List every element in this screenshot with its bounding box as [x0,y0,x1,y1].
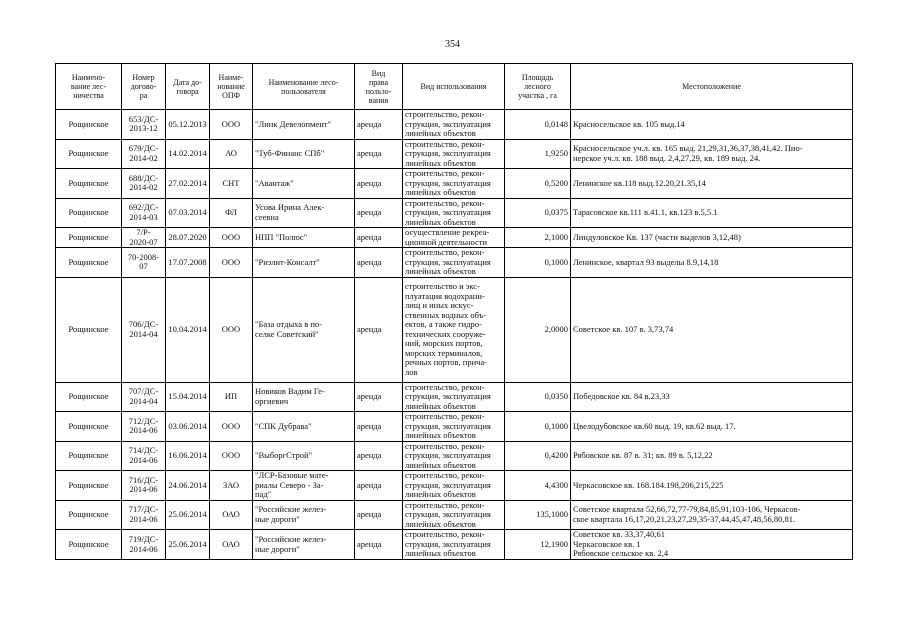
cell-forest-user: "Российские желез- ные дороги" [253,530,355,560]
cell-forest-user: Усова Ирина Алек- сеевна [253,198,355,228]
cell-location: Красносельское кв. 105 выд.14 [571,110,853,140]
cell-area: 0,0375 [505,198,571,228]
cell-contract-date: 24.06.2014 [166,471,210,501]
cell-location: Ленинское, квартал 93 выделы 8.9,14,18 [571,248,853,278]
cell-forest-user: "СПК Дубрава" [253,412,355,442]
cell-contract-date: 25.06.2014 [166,530,210,560]
cell-right-type: аренда [355,198,403,228]
cell-area: 0,1000 [505,412,571,442]
cell-right-type: аренда [355,228,403,248]
table-row [56,248,853,278]
cell-right-type: аренда [355,139,403,169]
header-contract-date: Дата до- говора [166,64,210,110]
cell-lesnichestvo: Рощинское [56,110,122,140]
cell-right-type: аренда [355,382,403,412]
lease-register-table [55,63,853,560]
cell-lesnichestvo: Рощинское [56,441,122,471]
table-row [56,110,853,140]
cell-location: Ленинское кв.118 выд.12.20,21.35,14 [571,169,853,199]
cell-contract-date: 10.04.2014 [166,277,210,382]
cell-location: Советское кв. 33,37,40,61 Черкасовское кв. 1 Рябовское сельское кв. 2,4 [571,530,853,560]
cell-lesnichestvo: Рощинское [56,228,122,248]
cell-use-type: строительство, рекон- струкция, эксплуатация линейных объектов [403,530,505,560]
cell-opf: ФЛ [210,198,253,228]
cell-contract-number: 717/ДС- 2014-06 [122,500,166,530]
table-row [56,471,853,501]
cell-opf: ИП [210,382,253,412]
cell-use-type: строительство, рекон- струкция, эксплуатация линейных объектов [403,110,505,140]
cell-contract-date: 05.12.2013 [166,110,210,140]
cell-use-type: строительство и экс- плуатация водохрани- лищ и иных искус- ственных водных объ- ектов, а также гидро- технических сооруже- ний, морских портов, морских терминалов, речных портов, прича- лов [403,277,505,382]
cell-contract-number: 692/ДС- 2014-03 [122,198,166,228]
cell-forest-user: "Российские желез- ные дороги" [253,500,355,530]
header-lesnichestvo: Наимено- вание лес- ничества [56,64,122,110]
header-forest-user: Наименование лесо- пользователя [253,64,355,110]
cell-area: 0,5200 [505,169,571,199]
cell-location: Советское квартала 52,66,72,77-79,84,85,91,103-106, Черкасов- ское квартала 16,17,20,21,23,27,29,35-37,44,45,47,48,56,80,81. [571,500,853,530]
cell-opf: ООО [210,110,253,140]
cell-area: 12,1900 [505,530,571,560]
cell-contract-number: 7/Р- 2020-07 [122,228,166,248]
cell-contract-date: 27.02.2014 [166,169,210,199]
cell-area: 2,0000 [505,277,571,382]
cell-opf: АО [210,139,253,169]
header-contract-number: Номер догово- ра [122,64,166,110]
cell-contract-number: 688/ДС- 2014-02 [122,169,166,199]
cell-contract-date: 25.06.2014 [166,500,210,530]
cell-contract-date: 15.04.2014 [166,382,210,412]
cell-opf: ООО [210,228,253,248]
table-row [56,277,853,382]
cell-lesnichestvo: Рощинское [56,248,122,278]
cell-use-type: строительство, рекон- струкция, эксплуатация линейных объектов [403,471,505,501]
cell-opf: ООО [210,412,253,442]
cell-right-type: аренда [355,110,403,140]
header-opf: Наиме- нование ОПФ [210,64,253,110]
cell-use-type: строительство, рекон- струкция, эксплуатация линейных объектов [403,412,505,442]
cell-use-type: строительство, рекон- струкция, эксплуатация линейных объектов [403,441,505,471]
cell-lesnichestvo: Рощинское [56,139,122,169]
cell-area: 4,4300 [505,471,571,501]
cell-right-type: аренда [355,441,403,471]
cell-area: 0,0350 [505,382,571,412]
cell-contract-date: 28.07.2020 [166,228,210,248]
cell-area: 1,9250 [505,139,571,169]
cell-contract-number: 712/ДС- 2014-06 [122,412,166,442]
cell-right-type: аренда [355,169,403,199]
header-use-type: Вид использования [403,64,505,110]
cell-use-type: строительство, рекон- струкция, эксплуатация линейных объектов [403,198,505,228]
cell-opf: ОАО [210,500,253,530]
cell-lesnichestvo: Рощинское [56,198,122,228]
header-right-type: Вид права пользо- вания [355,64,403,110]
cell-contract-number: 714/ДС- 2014-06 [122,441,166,471]
cell-contract-number: 70-2008- 07 [122,248,166,278]
cell-location: Рябовское кв. 87 в. 31; кв. 89 в. 5,12,22 [571,441,853,471]
cell-contract-number: 719/ДС- 2014-06 [122,530,166,560]
cell-lesnichestvo: Рощинское [56,412,122,442]
cell-right-type: аренда [355,412,403,442]
cell-lesnichestvo: Рощинское [56,471,122,501]
cell-contract-date: 14.02.2014 [166,139,210,169]
cell-location: Красносельское уч.л. кв. 165 выд. 21,29,31,36,37,38,41,42. Пио- нерское уч.л. кв. 188 выд. 2,4,27,29, кв. 189 выд. 24. [571,139,853,169]
cell-lesnichestvo: Рощинское [56,530,122,560]
page-number: 354 [445,39,460,50]
table-row [56,198,853,228]
cell-area: 135,1000 [505,500,571,530]
cell-use-type: строительство, рекон- струкция, эксплуатация линейных объектов [403,248,505,278]
cell-forest-user: "ЛСР-Базовые мате- риалы Северо - За- пад" [253,471,355,501]
cell-contract-date: 03.06.2014 [166,412,210,442]
cell-use-type: строительство, рекон- струкция, эксплуатация линейных объектов [403,139,505,169]
cell-right-type: аренда [355,530,403,560]
cell-opf: ЗАО [210,471,253,501]
cell-forest-user: "База отдыха в по- селке Советский" [253,277,355,382]
cell-contract-date: 17.07.2008 [166,248,210,278]
cell-lesnichestvo: Рощинское [56,169,122,199]
cell-location: Цвелодубовское кв.60 выд. 19, кв.62 выд. 17. [571,412,853,442]
cell-location: Тарасовское кв.111 в.41.1, кв.123 в.5,5.1 [571,198,853,228]
cell-lesnichestvo: Рощинское [56,382,122,412]
cell-lesnichestvo: Рощинское [56,277,122,382]
cell-location: Победовское кв. 84 в.23,33 [571,382,853,412]
cell-contract-number: 716/ДС- 2014-06 [122,471,166,501]
table-row [56,412,853,442]
cell-forest-user: "Линк Девелопмент" [253,110,355,140]
cell-forest-user: "Авантаж" [253,169,355,199]
cell-forest-user: "Туб-Финанс СПб" [253,139,355,169]
cell-contract-number: 707/ДС- 2014-04 [122,382,166,412]
table-row [56,139,853,169]
cell-forest-user: "ВыборгСтрой" [253,441,355,471]
cell-right-type: аренда [355,248,403,278]
cell-forest-user: Новиков Вадим Ге- оргиевич [253,382,355,412]
table-row [56,441,853,471]
cell-opf: ООО [210,277,253,382]
table-row [56,169,853,199]
cell-lesnichestvo: Рощинское [56,500,122,530]
cell-use-type: строительство, рекон- струкция, эксплуатация линейных объектов [403,382,505,412]
cell-contract-number: 679/ДС- 2014-02 [122,139,166,169]
cell-area: 2,1000 [505,228,571,248]
cell-area: 0,1000 [505,248,571,278]
cell-right-type: аренда [355,471,403,501]
cell-location: Линдуловское Кв. 137 (части выделов 3,12,48) [571,228,853,248]
cell-use-type: осуществление рекреа- ционной деятельности [403,228,505,248]
cell-area: 0,4200 [505,441,571,471]
cell-right-type: аренда [355,277,403,382]
table-row [56,530,853,560]
table-row [56,500,853,530]
cell-location: Советское кв. 107 в. 3,73,74 [571,277,853,382]
cell-forest-user: "Риэлит-Консалт" [253,248,355,278]
cell-opf: ОАО [210,530,253,560]
cell-contract-number: 653/ДС- 2013-12 [122,110,166,140]
table-header-row [56,64,853,110]
cell-area: 0,0148 [505,110,571,140]
header-location: Местоположение [571,64,853,110]
cell-opf: СНТ [210,169,253,199]
header-area: Площадь лесного участка , га [505,64,571,110]
cell-contract-date: 07.03.2014 [166,198,210,228]
cell-opf: ООО [210,248,253,278]
cell-use-type: строительство, рекон- струкция, эксплуатация линейных объектов [403,500,505,530]
cell-contract-number: 706/ДС- 2014-04 [122,277,166,382]
cell-opf: ООО [210,441,253,471]
cell-location: Черкасовское кв. 168.184.198,206,215,225 [571,471,853,501]
cell-forest-user: НПП "Полюс" [253,228,355,248]
table-row [56,382,853,412]
table-row [56,228,853,248]
cell-contract-date: 16.06.2014 [166,441,210,471]
cell-right-type: аренда [355,500,403,530]
cell-use-type: строительство, рекон- струкция, эксплуатация линейных объектов [403,169,505,199]
